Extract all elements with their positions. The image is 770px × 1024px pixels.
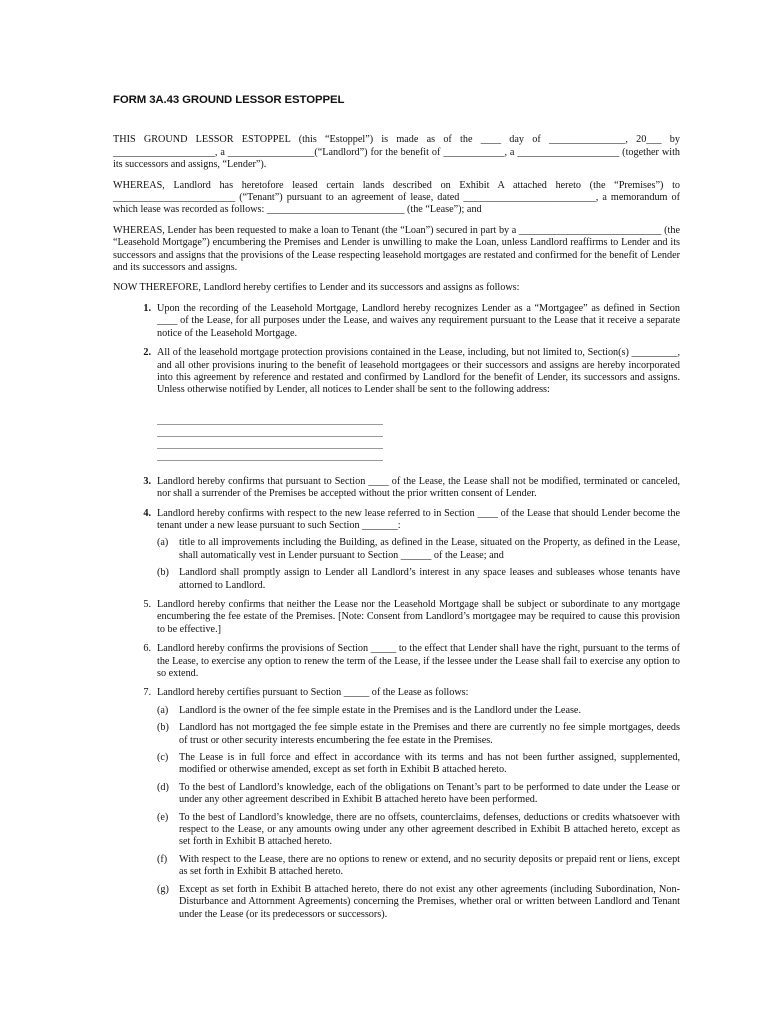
sub-item-text: The Lease is in full force and effect in accordance with its terms and has not been further assigned, supplemented, modified or otherwise amended, except as set forth in Exhibit B attached hereto. [179, 752, 680, 776]
sub-item-text: Landlord is the owner of the fee simple estate in the Premises and is the Landlord under the Lease. [179, 704, 581, 716]
sub-item-text: With respect to the Lease, there are no options to renew or extend, and no security deposits or prepaid rent or liens, except as set forth in Exhibit B attached hereto. [179, 853, 680, 878]
sub-item [157, 884, 680, 921]
list-item [113, 643, 680, 680]
document-page [113, 94, 680, 928]
item-text: Landlord hereby confirms the provisions of Section _____ to the effect that Lender shall have the right, pursuant to the terms of the Lease, to exercise any option to renew the term of the Lease, if the lessee under the Lease shall fail to exercise any option to so extend. [157, 643, 680, 679]
address-line [157, 437, 383, 449]
sub-item-letter: (a) [157, 537, 169, 549]
item-text: Landlord hereby confirms that neither the Lease nor the Leasehold Mortgage shall be subject or subordinate to any mortgage encumbering the fee estate of the Premises. [Note: Consent from Landlord’s mortgagee may be required to cause this provision to be effective.] [157, 598, 680, 635]
sub-item [157, 705, 680, 717]
sub-item-letter: (a) [157, 704, 169, 716]
item-number: 1. [143, 302, 151, 314]
numbered-list [113, 303, 680, 921]
sub-item [157, 854, 680, 879]
address-line [157, 413, 383, 425]
sub-item-letter: (f) [157, 853, 168, 865]
list-item [113, 687, 680, 921]
whereas-paragraph-2: WHEREAS, Lender has been requested to make a loan to Tenant (the “Loan”) secured in part by a ____________________________ (the “Leasehold Mortgage”) encumbering the Premises and Lender is unwilling to make the Loan, unless Landlord reaffirms to Lender and its successors and assigns that the provisions of the Lease respecting leasehold mortgages are restated and confirmed for the benefit of Lender and its successors and assigns. [113, 224, 680, 274]
sub-item-text: Landlord has not mortgaged the fee simple estate in the Premises and there are currently no fee simple mortgages, deeds of trust or other security interests encumbering the fee estate in the Premises. [179, 722, 680, 746]
sub-item [157, 782, 680, 807]
list-item [113, 599, 680, 636]
item-number: 5. [143, 598, 151, 610]
item-text: Landlord hereby certifies pursuant to Section _____ of the Lease as follows: [157, 687, 469, 699]
sub-item-letter: (e) [157, 811, 169, 823]
list-item [113, 347, 680, 469]
sub-item-text: Except as set forth in Exhibit B attached hereto, there do not exist any other agreements (including Subordination, Non-Disturbance and Attornment Agreements) concerning the Premises, whether oral or written between Landlord and Tenant under the Lease (or its predecessors or successors). [179, 883, 680, 920]
item-text: All of the leasehold mortgage protection provisions contained in the Lease, including, but not limited to, Section(s) _________, and all other provisions inuring to the benefit of leasehold mortgagees or their successors and assigns are hereby incorporated into this agreement by reference and restated and confirmed by Landlord for the benefit of Lender, its successors and assigns. Unless otherwise notified by Lender, all notices to Lender shall be sent to the following address: [157, 347, 680, 396]
sub-item-letter: (b) [157, 567, 169, 579]
sub-item [157, 567, 680, 592]
sub-item-letter: (g) [157, 883, 169, 895]
sub-item-text: Landlord shall promptly assign to Lender all Landlord’s interest in any space leases and subleases whose tenants have attorned to Landlord. [179, 567, 680, 591]
item-text: Upon the recording of the Leasehold Mortgage, Landlord hereby recognizes Lender as a “Mortgagee” as defined in Section ____ of the Lease, for all purposes under the Lease, and waives any requirement pursuant to the Lease that it receive a separate notice of the Leasehold Mortgage. [157, 302, 680, 339]
sub-item [157, 812, 680, 849]
address-blank-lines [157, 413, 680, 461]
item-text: Landlord hereby confirms with respect to the new lease referred to in Section ____ of the Lease that should Lender become the tenant under a new lease pursuant to such Section _______: [157, 507, 680, 531]
item-number: 7. [143, 687, 151, 699]
sub-item-letter: (c) [157, 752, 169, 764]
sub-item [157, 722, 680, 747]
sub-item-text: title to all improvements including the Building, as defined in the Lease, situated on the Property, as defined in the Lease, shall automatically vest in Lender pursuant to Section ______ of the Lease; and [179, 537, 680, 561]
sub-item-letter: (d) [157, 781, 169, 793]
address-line [157, 425, 383, 437]
item-number: 3. [143, 475, 151, 487]
item-number: 2. [143, 347, 151, 359]
sub-item-letter: (b) [157, 722, 169, 734]
item-number: 6. [143, 643, 151, 655]
list-item [113, 508, 680, 592]
item-text: Landlord hereby confirms that pursuant to Section ____ of the Lease, the Lease shall not be modified, terminated or canceled, nor shall a surrender of the Premises be accepted without the prior written consent of Lender. [157, 475, 680, 500]
sub-item [157, 537, 680, 562]
address-line [157, 449, 383, 461]
list-item [113, 476, 680, 501]
list-item [113, 303, 680, 340]
item-number: 4. [143, 507, 151, 519]
whereas-paragraph-1: WHEREAS, Landlord has heretofore leased certain lands described on Exhibit A attached hereto (the “Premises”) to ________________________ (“Tenant”) pursuant to an agreement of lease, dated __________________________, a memorandum of which lease was recorded as follows: ___________________________ (the “Lease”); and [113, 179, 680, 216]
sub-item [157, 752, 680, 777]
intro-paragraph: THIS GROUND LESSOR ESTOPPEL (this “Estoppel”) is made as of the ____ day of _______________, 20___ by ____________________, a _________________(“Landlord”) for the benefit of ____________, a ____________________ (together with its successors and assigns, “Lender”). [113, 134, 680, 171]
sub-item-text: To the best of Landlord’s knowledge, each of the obligations on Tenant’s part to be performed to date under the Lease or under any other agreement described in Exhibit B attached hereto have been performed. [179, 781, 680, 806]
page-title: FORM 3A.43 GROUND LESSOR ESTOPPEL [113, 94, 345, 106]
now-therefore-paragraph: NOW THEREFORE, Landlord hereby certifies to Lender and its successors and assigns as follows: [113, 282, 520, 294]
sub-item-text: To the best of Landlord’s knowledge, there are no offsets, counterclaims, defenses, deductions or credits whatsoever with respect to the Lease, or any amounts owing under any other agreement described in Exhibit B attached hereto, except as set forth in Exhibit B attached hereto. [179, 811, 680, 848]
